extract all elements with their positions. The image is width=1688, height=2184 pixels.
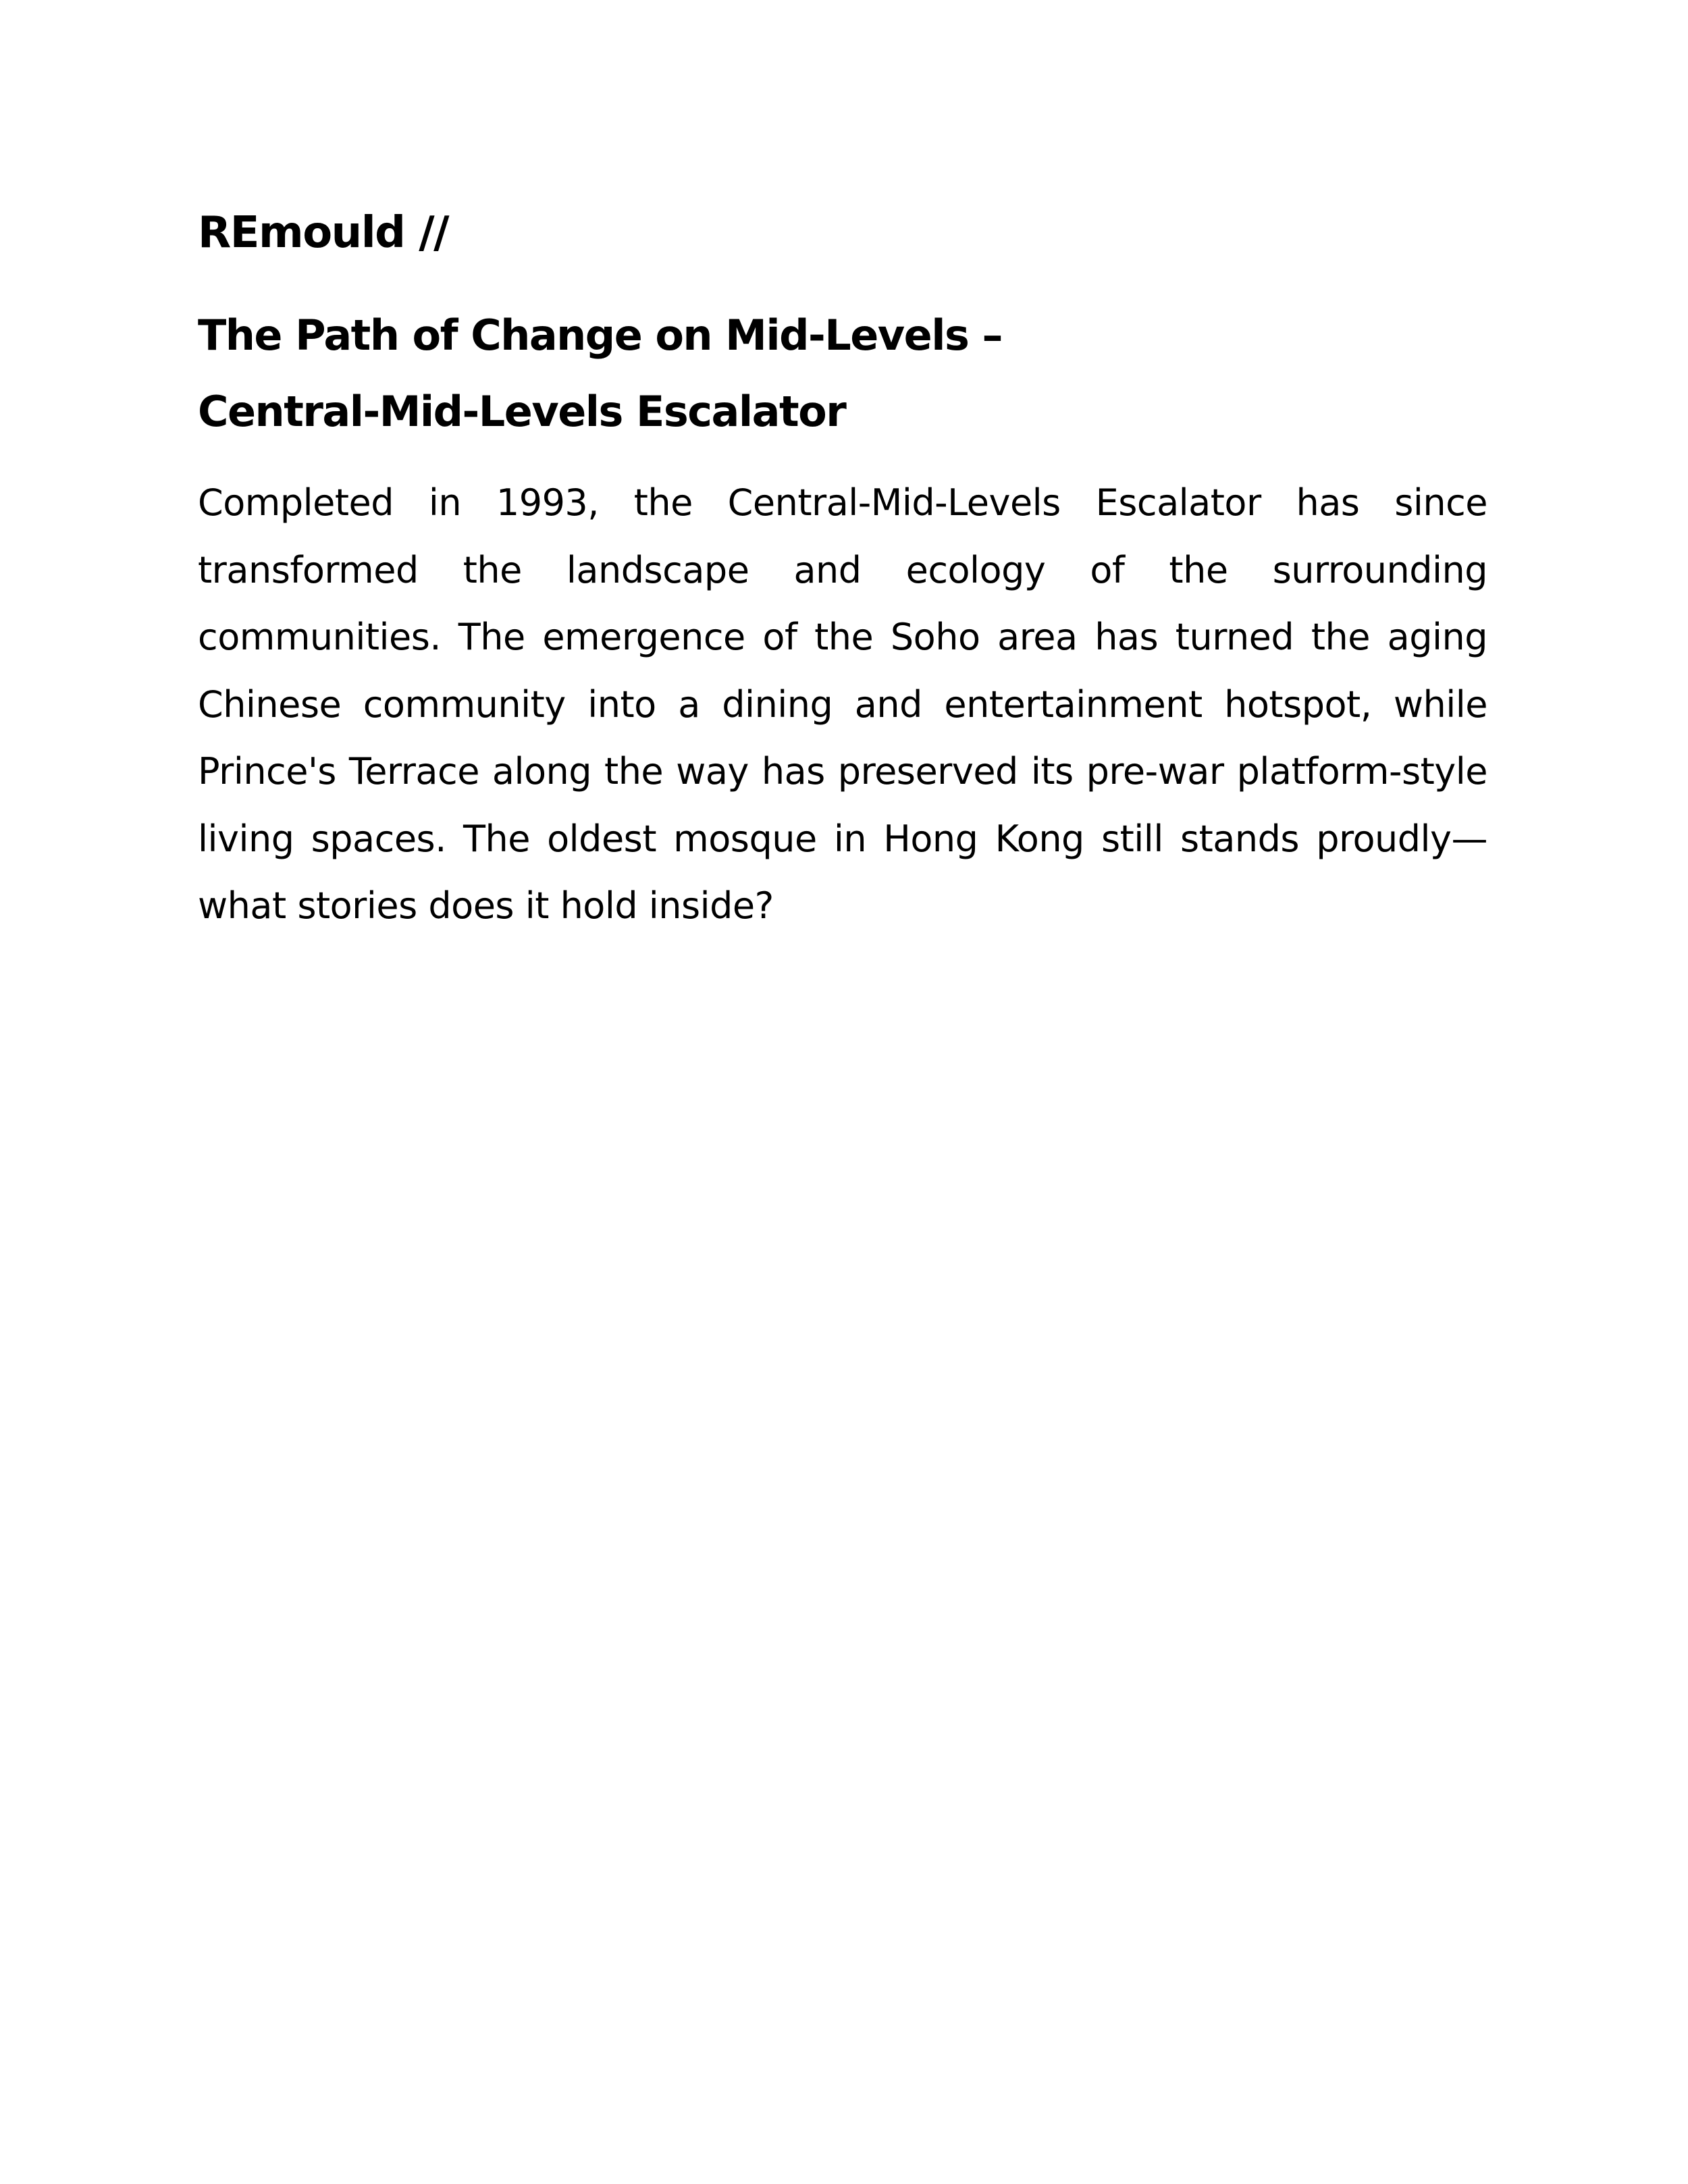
title-line-1: The Path of Change on Mid-Levels – xyxy=(198,311,1002,360)
page-title xyxy=(198,297,1487,450)
body-paragraph: Completed in 1993, the Central-Mid-Levels Escalator has since transformed the landscape and ecology of the surrounding communities. The emergence of the Soho area has turned the aging Chinese community into a dining and entertainment hotspot, while Prince's Terrace along the way has preserved its pre-war platform-style living spaces. The oldest mosque in Hong Kong still stands proudly—what stories does it hold inside? xyxy=(198,481,1487,927)
title-line-2: Central-Mid-Levels Escalator xyxy=(198,387,846,436)
brand-heading: REmould // xyxy=(198,208,448,258)
